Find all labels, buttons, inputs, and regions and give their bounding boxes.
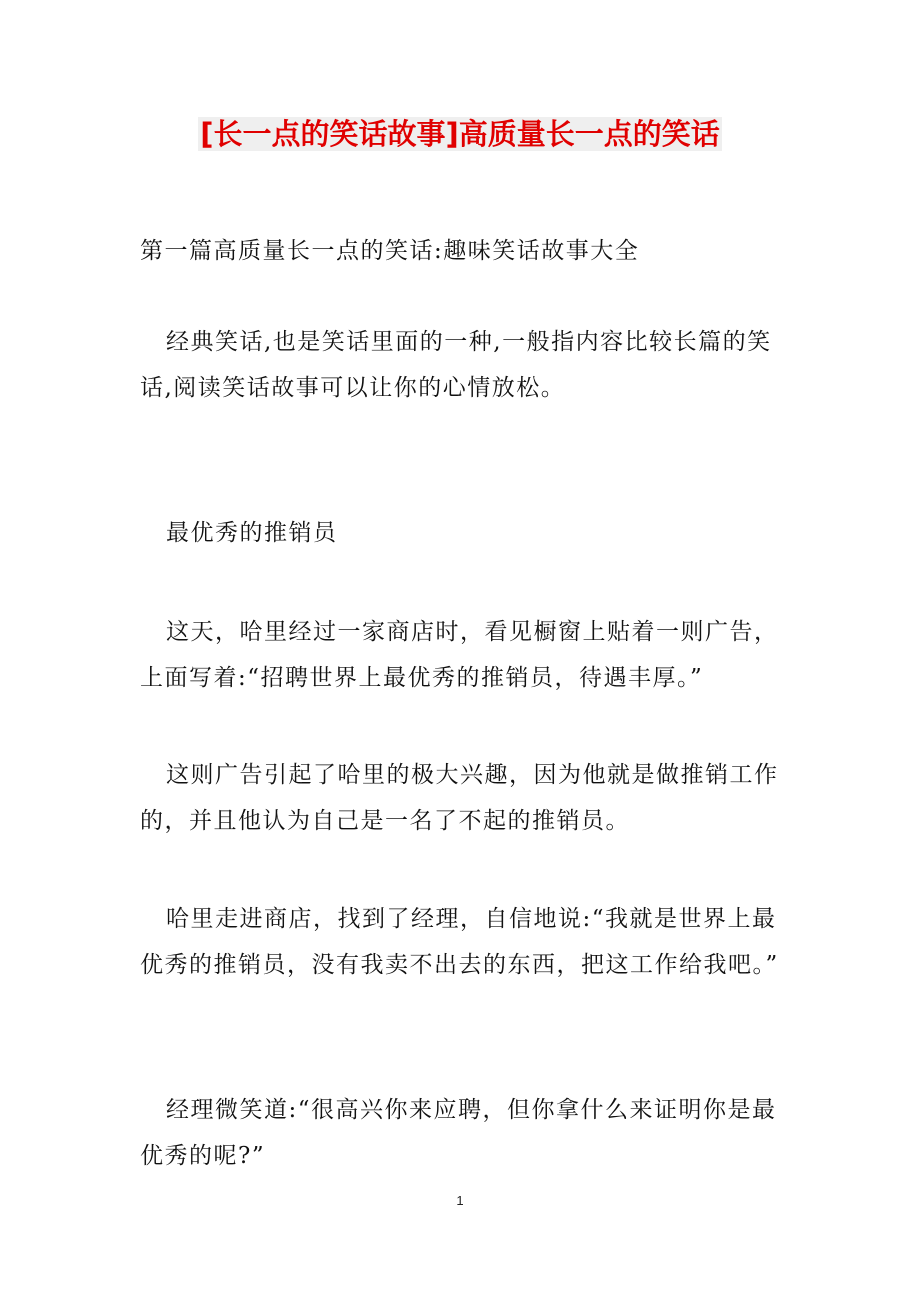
paragraph-subtitle: 第一篇高质量长一点的笑话:趣味笑话故事大全 xyxy=(140,238,640,264)
page-number: 1 xyxy=(456,1193,464,1208)
paragraph-story-1: 这天，哈里经过一家商店时，看见橱窗上贴着一则广告，上面写着:“招聘世界上最优秀的推销员，待遇丰厚。” xyxy=(140,619,779,691)
document-title-text: [长一点的笑话故事]高质量长一点的笑话 xyxy=(200,117,720,151)
document-title xyxy=(0,112,920,156)
paragraph-story-2: 这则广告引起了哈里的极大兴趣，因为他就是做推销工作的，并且他认为自己是一名了不起的推销员。 xyxy=(140,762,779,834)
paragraph-story-3: 哈里走进商店，找到了经理，自信地说:“我就是世界上最优秀的推销员，没有我卖不出去的东西，把这工作给我吧。” xyxy=(140,906,779,978)
paragraph-intro: 经典笑话,也是笑话里面的一种,一般指内容比较长篇的笑话,阅读笑话故事可以让你的心情放松。 xyxy=(140,329,772,401)
paragraph-story-4: 经理微笑道:“很高兴你来应聘，但你拿什么来证明你是最优秀的呢?” xyxy=(140,1097,777,1169)
paragraph-story-heading: 最优秀的推销员 xyxy=(166,520,338,546)
